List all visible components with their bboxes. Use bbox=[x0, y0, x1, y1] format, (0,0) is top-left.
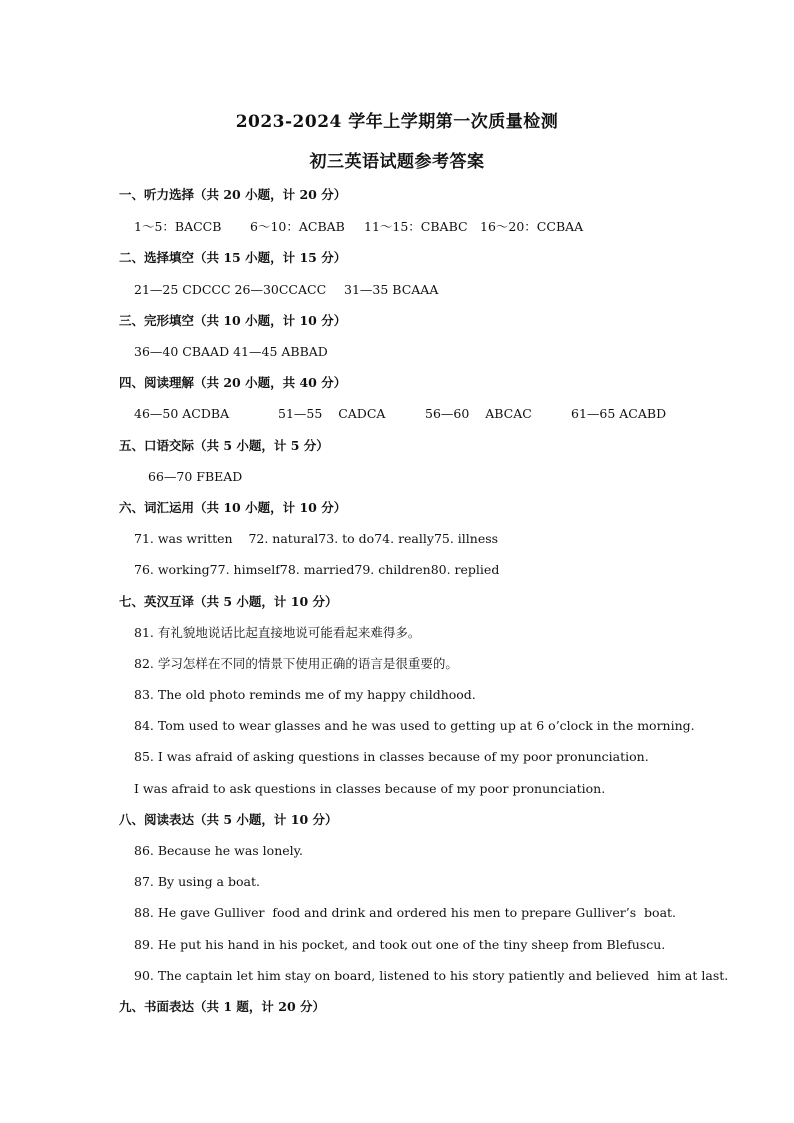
answer-group: 56—60 ABCAC bbox=[425, 406, 532, 421]
section-heading-multiple-choice: 二、选择填空（共 15 小题，计 15 分） bbox=[119, 250, 347, 265]
section-heading-vocabulary: 六、词汇运用（共 10 小题，计 10 分） bbox=[119, 500, 347, 515]
section-heading-cloze: 三、完形填空（共 10 小题，计 10 分） bbox=[119, 313, 347, 328]
translation-alt-answer: I was afraid to ask questions in classes because of my poor pronunciation. bbox=[134, 781, 606, 796]
answer-row-cloze: 36—40 CBAAD 41—45 ABBAD bbox=[134, 344, 328, 359]
section-heading-listening: 一、听力选择（共 20 小题，计 20 分） bbox=[119, 187, 347, 202]
answer-group: 51—55 CADCA bbox=[278, 406, 386, 421]
translation-item: 81. 有礼貌地说话比起直接地说可能看起来难得多。 bbox=[134, 625, 421, 640]
answer-group: 6～10：ACBAB bbox=[250, 219, 345, 234]
answer-group: 46—50 ACDBA bbox=[134, 406, 230, 421]
answer-group: 16～20：CCBAA bbox=[480, 219, 584, 234]
section-heading-reading: 四、阅读理解（共 20 小题，共 40 分） bbox=[119, 375, 347, 390]
section-heading-translation: 七、英汉互译（共 5 小题，计 10 分） bbox=[119, 594, 338, 609]
expression-item: 87. By using a boat. bbox=[134, 874, 260, 889]
expression-item: 86. Because he was lonely. bbox=[134, 843, 304, 858]
answer-group: 11～15：CBABC bbox=[364, 219, 468, 234]
expression-item: 88. He gave Gulliver food and drink and ordered his men to prepare Gulliver’s boat. bbox=[134, 905, 677, 920]
section-heading-reading-expression: 八、阅读表达（共 5 小题，计 10 分） bbox=[119, 812, 338, 827]
page-title: 2023-2024 学年上学期第一次质量检测 bbox=[235, 112, 559, 132]
translation-item: 82. 学习怎样在不同的情景下使用正确的语言是很重要的。 bbox=[134, 656, 458, 671]
section-heading-writing: 九、书面表达（共 1 题，计 20 分） bbox=[119, 999, 326, 1014]
section-heading-oral: 五、口语交际（共 5 小题，计 5 分） bbox=[119, 438, 329, 453]
answer-row-vocabulary-1: 71. was written 72. natural73. to do74. really75. illness bbox=[134, 531, 499, 546]
translation-item: 83. The old photo reminds me of my happy childhood. bbox=[134, 687, 476, 702]
answer-group: 1～5：BACCB bbox=[134, 219, 222, 234]
translation-item: 84. Tom used to wear glasses and he was used to getting up at 6 o’clock in the morning. bbox=[134, 718, 695, 733]
expression-item: 89. He put his hand in his pocket, and took out one of the tiny sheep from Blefuscu. bbox=[134, 937, 666, 952]
translation-item: 85. I was afraid of asking questions in classes because of my poor pronunciation. bbox=[134, 749, 649, 764]
answer-row-oral: 66—70 FBEAD bbox=[148, 469, 243, 484]
expression-item: 90. The captain let him stay on board, listened to his story patiently and believed him at last. bbox=[134, 968, 729, 983]
answer-group: 61—65 ACABD bbox=[571, 406, 667, 421]
answer-row-vocabulary-2: 76. working77. himself78. married79. children80. replied bbox=[134, 562, 500, 577]
answer-group: 21—25 CDCCC 26—30CCACC bbox=[134, 282, 327, 297]
page-subtitle: 初三英语试题参考答案 bbox=[309, 152, 485, 172]
answer-group: 31—35 BCAAA bbox=[344, 282, 439, 297]
